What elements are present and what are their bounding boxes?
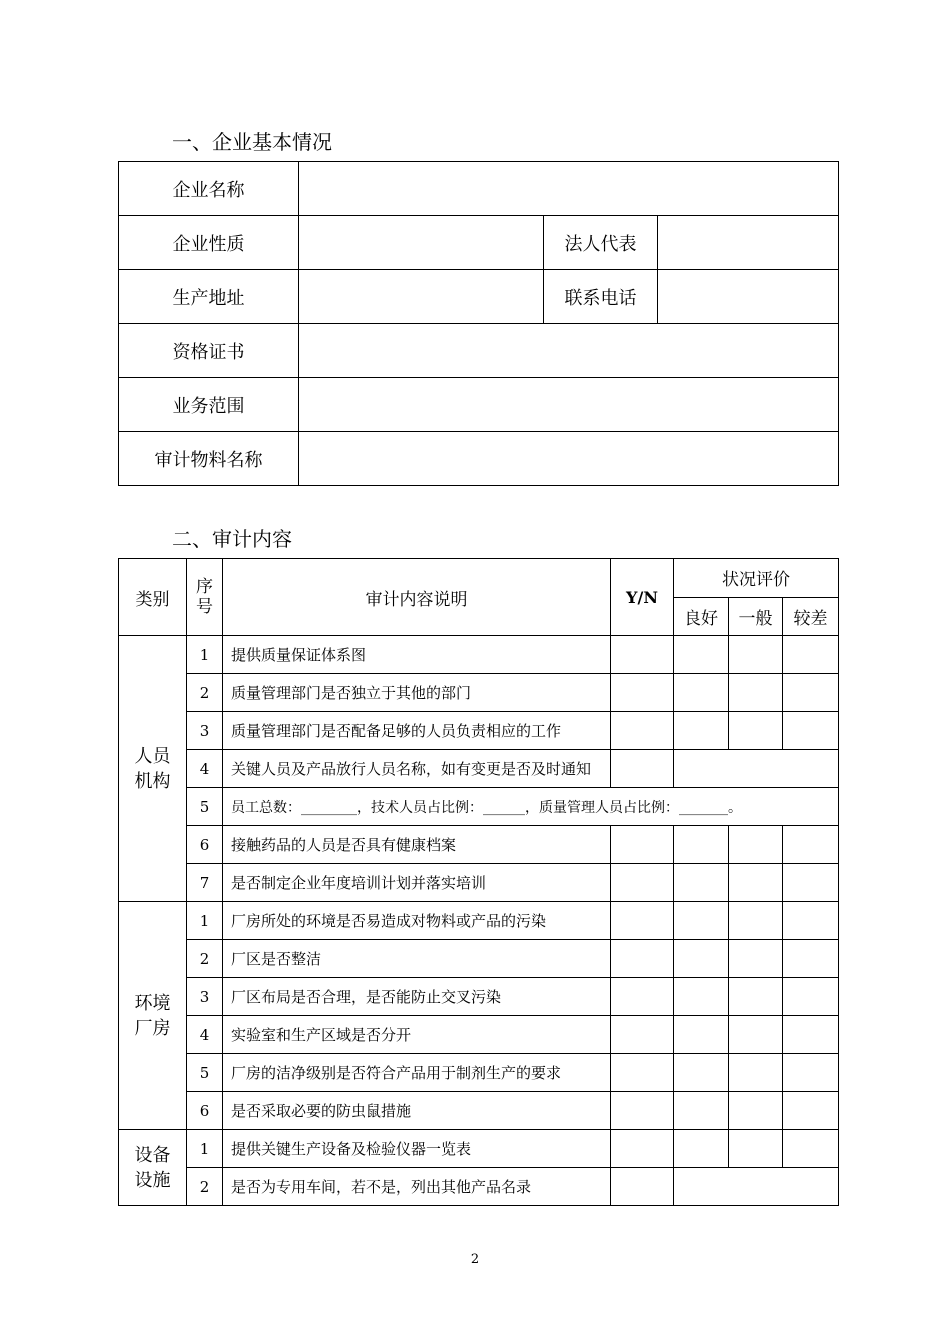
good-cell[interactable] bbox=[674, 902, 729, 940]
description-header: 审计内容说明 bbox=[223, 559, 611, 636]
yn-cell[interactable] bbox=[611, 1168, 674, 1206]
item-number: 6 bbox=[187, 826, 223, 864]
good-cell[interactable] bbox=[674, 1130, 729, 1168]
yn-header: Y/N bbox=[611, 559, 674, 636]
average-cell[interactable] bbox=[729, 636, 783, 674]
table-row bbox=[119, 432, 839, 486]
table-row bbox=[119, 1092, 839, 1130]
table-row bbox=[119, 1168, 839, 1206]
average-cell[interactable] bbox=[729, 978, 783, 1016]
poor-cell[interactable] bbox=[783, 826, 839, 864]
evaluation-merged-cell[interactable] bbox=[674, 1168, 839, 1206]
audit-content-table bbox=[118, 558, 839, 1206]
table-row bbox=[119, 378, 839, 432]
table-row bbox=[119, 826, 839, 864]
yn-cell[interactable] bbox=[611, 864, 674, 902]
good-header: 良好 bbox=[674, 597, 729, 636]
good-cell[interactable] bbox=[674, 1092, 729, 1130]
scope-field[interactable] bbox=[299, 378, 839, 432]
item-description: 厂区是否整洁 bbox=[223, 940, 611, 978]
table-row bbox=[119, 636, 839, 674]
poor-cell[interactable] bbox=[783, 1016, 839, 1054]
average-cell[interactable] bbox=[729, 712, 783, 750]
item-description: 提供关键生产设备及检验仪器一览表 bbox=[223, 1130, 611, 1168]
category-header: 类别 bbox=[119, 559, 187, 636]
poor-cell[interactable] bbox=[783, 864, 839, 902]
average-cell[interactable] bbox=[729, 940, 783, 978]
item-description: 是否采取必要的防虫鼠措施 bbox=[223, 1092, 611, 1130]
yn-cell[interactable] bbox=[611, 712, 674, 750]
category-personnel-line2: 机构 bbox=[134, 770, 171, 792]
table-row bbox=[119, 162, 839, 216]
phone-label: 联系电话 bbox=[544, 270, 658, 324]
section-title-audit-content: 二、审计内容 bbox=[172, 527, 292, 551]
table-row bbox=[119, 864, 839, 902]
table-row bbox=[119, 788, 839, 826]
basic-info-table bbox=[118, 161, 839, 486]
good-cell[interactable] bbox=[674, 1016, 729, 1054]
yn-cell[interactable] bbox=[611, 1130, 674, 1168]
yn-cell[interactable] bbox=[611, 826, 674, 864]
average-cell[interactable] bbox=[729, 674, 783, 712]
item-description: 质量管理部门是否配备足够的人员负责相应的工作 bbox=[223, 712, 611, 750]
item-number: 4 bbox=[187, 750, 223, 788]
good-cell[interactable] bbox=[674, 978, 729, 1016]
legal-rep-field[interactable] bbox=[658, 216, 839, 270]
item-number: 3 bbox=[187, 712, 223, 750]
category-equipment-line1: 设备 bbox=[134, 1144, 171, 1166]
good-cell[interactable] bbox=[674, 636, 729, 674]
item-number: 2 bbox=[187, 1168, 223, 1206]
address-field[interactable] bbox=[299, 270, 544, 324]
average-cell[interactable] bbox=[729, 1054, 783, 1092]
average-cell[interactable] bbox=[729, 864, 783, 902]
seq-header-bottom: 号 bbox=[196, 597, 213, 617]
yn-cell[interactable] bbox=[611, 902, 674, 940]
average-cell[interactable] bbox=[729, 1130, 783, 1168]
item-description: 厂区布局是否合理，是否能防止交叉污染 bbox=[223, 978, 611, 1016]
item-number: 1 bbox=[187, 636, 223, 674]
poor-cell[interactable] bbox=[783, 1054, 839, 1092]
category-personnel-line1: 人员 bbox=[134, 745, 171, 767]
item-description: 厂房的洁净级别是否符合产品用于制剂生产的要求 bbox=[223, 1054, 611, 1092]
material-label: 审计物料名称 bbox=[119, 432, 299, 486]
item-number: 2 bbox=[187, 674, 223, 712]
company-name-field[interactable] bbox=[299, 162, 839, 216]
table-row bbox=[119, 902, 839, 940]
scope-label: 业务范围 bbox=[119, 378, 299, 432]
yn-cell[interactable] bbox=[611, 750, 674, 788]
table-row bbox=[119, 324, 839, 378]
table-row bbox=[119, 1054, 839, 1092]
yn-cell[interactable] bbox=[611, 674, 674, 712]
section-title-basic-info: 一、企业基本情况 bbox=[172, 130, 332, 154]
evaluation-merged-cell[interactable] bbox=[674, 750, 839, 788]
seq-header bbox=[187, 559, 223, 636]
company-type-field[interactable] bbox=[299, 216, 544, 270]
item-description: 接触药品的人员是否具有健康档案 bbox=[223, 826, 611, 864]
poor-cell[interactable] bbox=[783, 902, 839, 940]
item-description: 是否制定企业年度培训计划并落实培训 bbox=[223, 864, 611, 902]
poor-cell[interactable] bbox=[783, 712, 839, 750]
seq-header-top: 序 bbox=[196, 577, 213, 597]
table-row bbox=[119, 978, 839, 1016]
item-description: 提供质量保证体系图 bbox=[223, 636, 611, 674]
item-number: 1 bbox=[187, 902, 223, 940]
poor-cell[interactable] bbox=[783, 1092, 839, 1130]
item-number: 5 bbox=[187, 788, 223, 826]
category-environment-line2: 厂房 bbox=[134, 1017, 171, 1039]
table-header-row bbox=[119, 559, 839, 598]
good-cell[interactable] bbox=[674, 864, 729, 902]
yn-cell[interactable] bbox=[611, 636, 674, 674]
good-cell[interactable] bbox=[674, 940, 729, 978]
good-cell[interactable] bbox=[674, 1054, 729, 1092]
poor-cell[interactable] bbox=[783, 674, 839, 712]
poor-cell[interactable] bbox=[783, 1130, 839, 1168]
item-number: 4 bbox=[187, 1016, 223, 1054]
table-row bbox=[119, 712, 839, 750]
page-number: 2 bbox=[470, 1252, 480, 1267]
yn-cell[interactable] bbox=[611, 1092, 674, 1130]
average-cell[interactable] bbox=[729, 826, 783, 864]
table-row bbox=[119, 674, 839, 712]
legal-rep-label: 法人代表 bbox=[544, 216, 658, 270]
average-cell[interactable] bbox=[729, 902, 783, 940]
category-environment-line1: 环境 bbox=[134, 992, 171, 1014]
average-cell[interactable] bbox=[729, 1016, 783, 1054]
item-description-staff-ratio[interactable]: 员工总数：________，技术人员占比例：______，质量管理人员占比例：_______。 bbox=[223, 788, 839, 826]
certificate-field[interactable] bbox=[299, 324, 839, 378]
certificate-label: 资格证书 bbox=[119, 324, 299, 378]
category-personnel bbox=[119, 636, 187, 902]
item-number: 6 bbox=[187, 1092, 223, 1130]
item-number: 7 bbox=[187, 864, 223, 902]
item-number: 2 bbox=[187, 940, 223, 978]
item-description: 关键人员及产品放行人员名称，如有变更是否及时通知 bbox=[223, 750, 611, 788]
category-environment bbox=[119, 902, 187, 1130]
table-row bbox=[119, 216, 839, 270]
good-cell[interactable] bbox=[674, 674, 729, 712]
item-number: 5 bbox=[187, 1054, 223, 1092]
poor-cell[interactable] bbox=[783, 636, 839, 674]
company-name-label: 企业名称 bbox=[119, 162, 299, 216]
poor-cell[interactable] bbox=[783, 978, 839, 1016]
yn-cell[interactable] bbox=[611, 978, 674, 1016]
yn-cell[interactable] bbox=[611, 1016, 674, 1054]
material-field[interactable] bbox=[299, 432, 839, 486]
poor-cell[interactable] bbox=[783, 940, 839, 978]
item-number: 1 bbox=[187, 1130, 223, 1168]
item-description: 质量管理部门是否独立于其他的部门 bbox=[223, 674, 611, 712]
average-header: 一般 bbox=[729, 597, 783, 636]
good-cell[interactable] bbox=[674, 712, 729, 750]
item-number: 3 bbox=[187, 978, 223, 1016]
yn-cell[interactable] bbox=[611, 1054, 674, 1092]
phone-field[interactable] bbox=[658, 270, 839, 324]
address-label: 生产地址 bbox=[119, 270, 299, 324]
item-description: 是否为专用车间，若不是，列出其他产品名录 bbox=[223, 1168, 611, 1206]
item-description: 厂房所处的环境是否易造成对物料或产品的污染 bbox=[223, 902, 611, 940]
company-type-label: 企业性质 bbox=[119, 216, 299, 270]
table-row bbox=[119, 750, 839, 788]
good-cell[interactable] bbox=[674, 826, 729, 864]
yn-cell[interactable] bbox=[611, 940, 674, 978]
category-equipment bbox=[119, 1130, 187, 1206]
item-description: 实验室和生产区域是否分开 bbox=[223, 1016, 611, 1054]
average-cell[interactable] bbox=[729, 1092, 783, 1130]
table-row bbox=[119, 940, 839, 978]
category-equipment-line2: 设施 bbox=[134, 1169, 171, 1191]
poor-header: 较差 bbox=[783, 597, 839, 636]
evaluation-header: 状况评价 bbox=[674, 559, 839, 598]
table-row bbox=[119, 1016, 839, 1054]
table-row bbox=[119, 270, 839, 324]
table-row bbox=[119, 1130, 839, 1168]
